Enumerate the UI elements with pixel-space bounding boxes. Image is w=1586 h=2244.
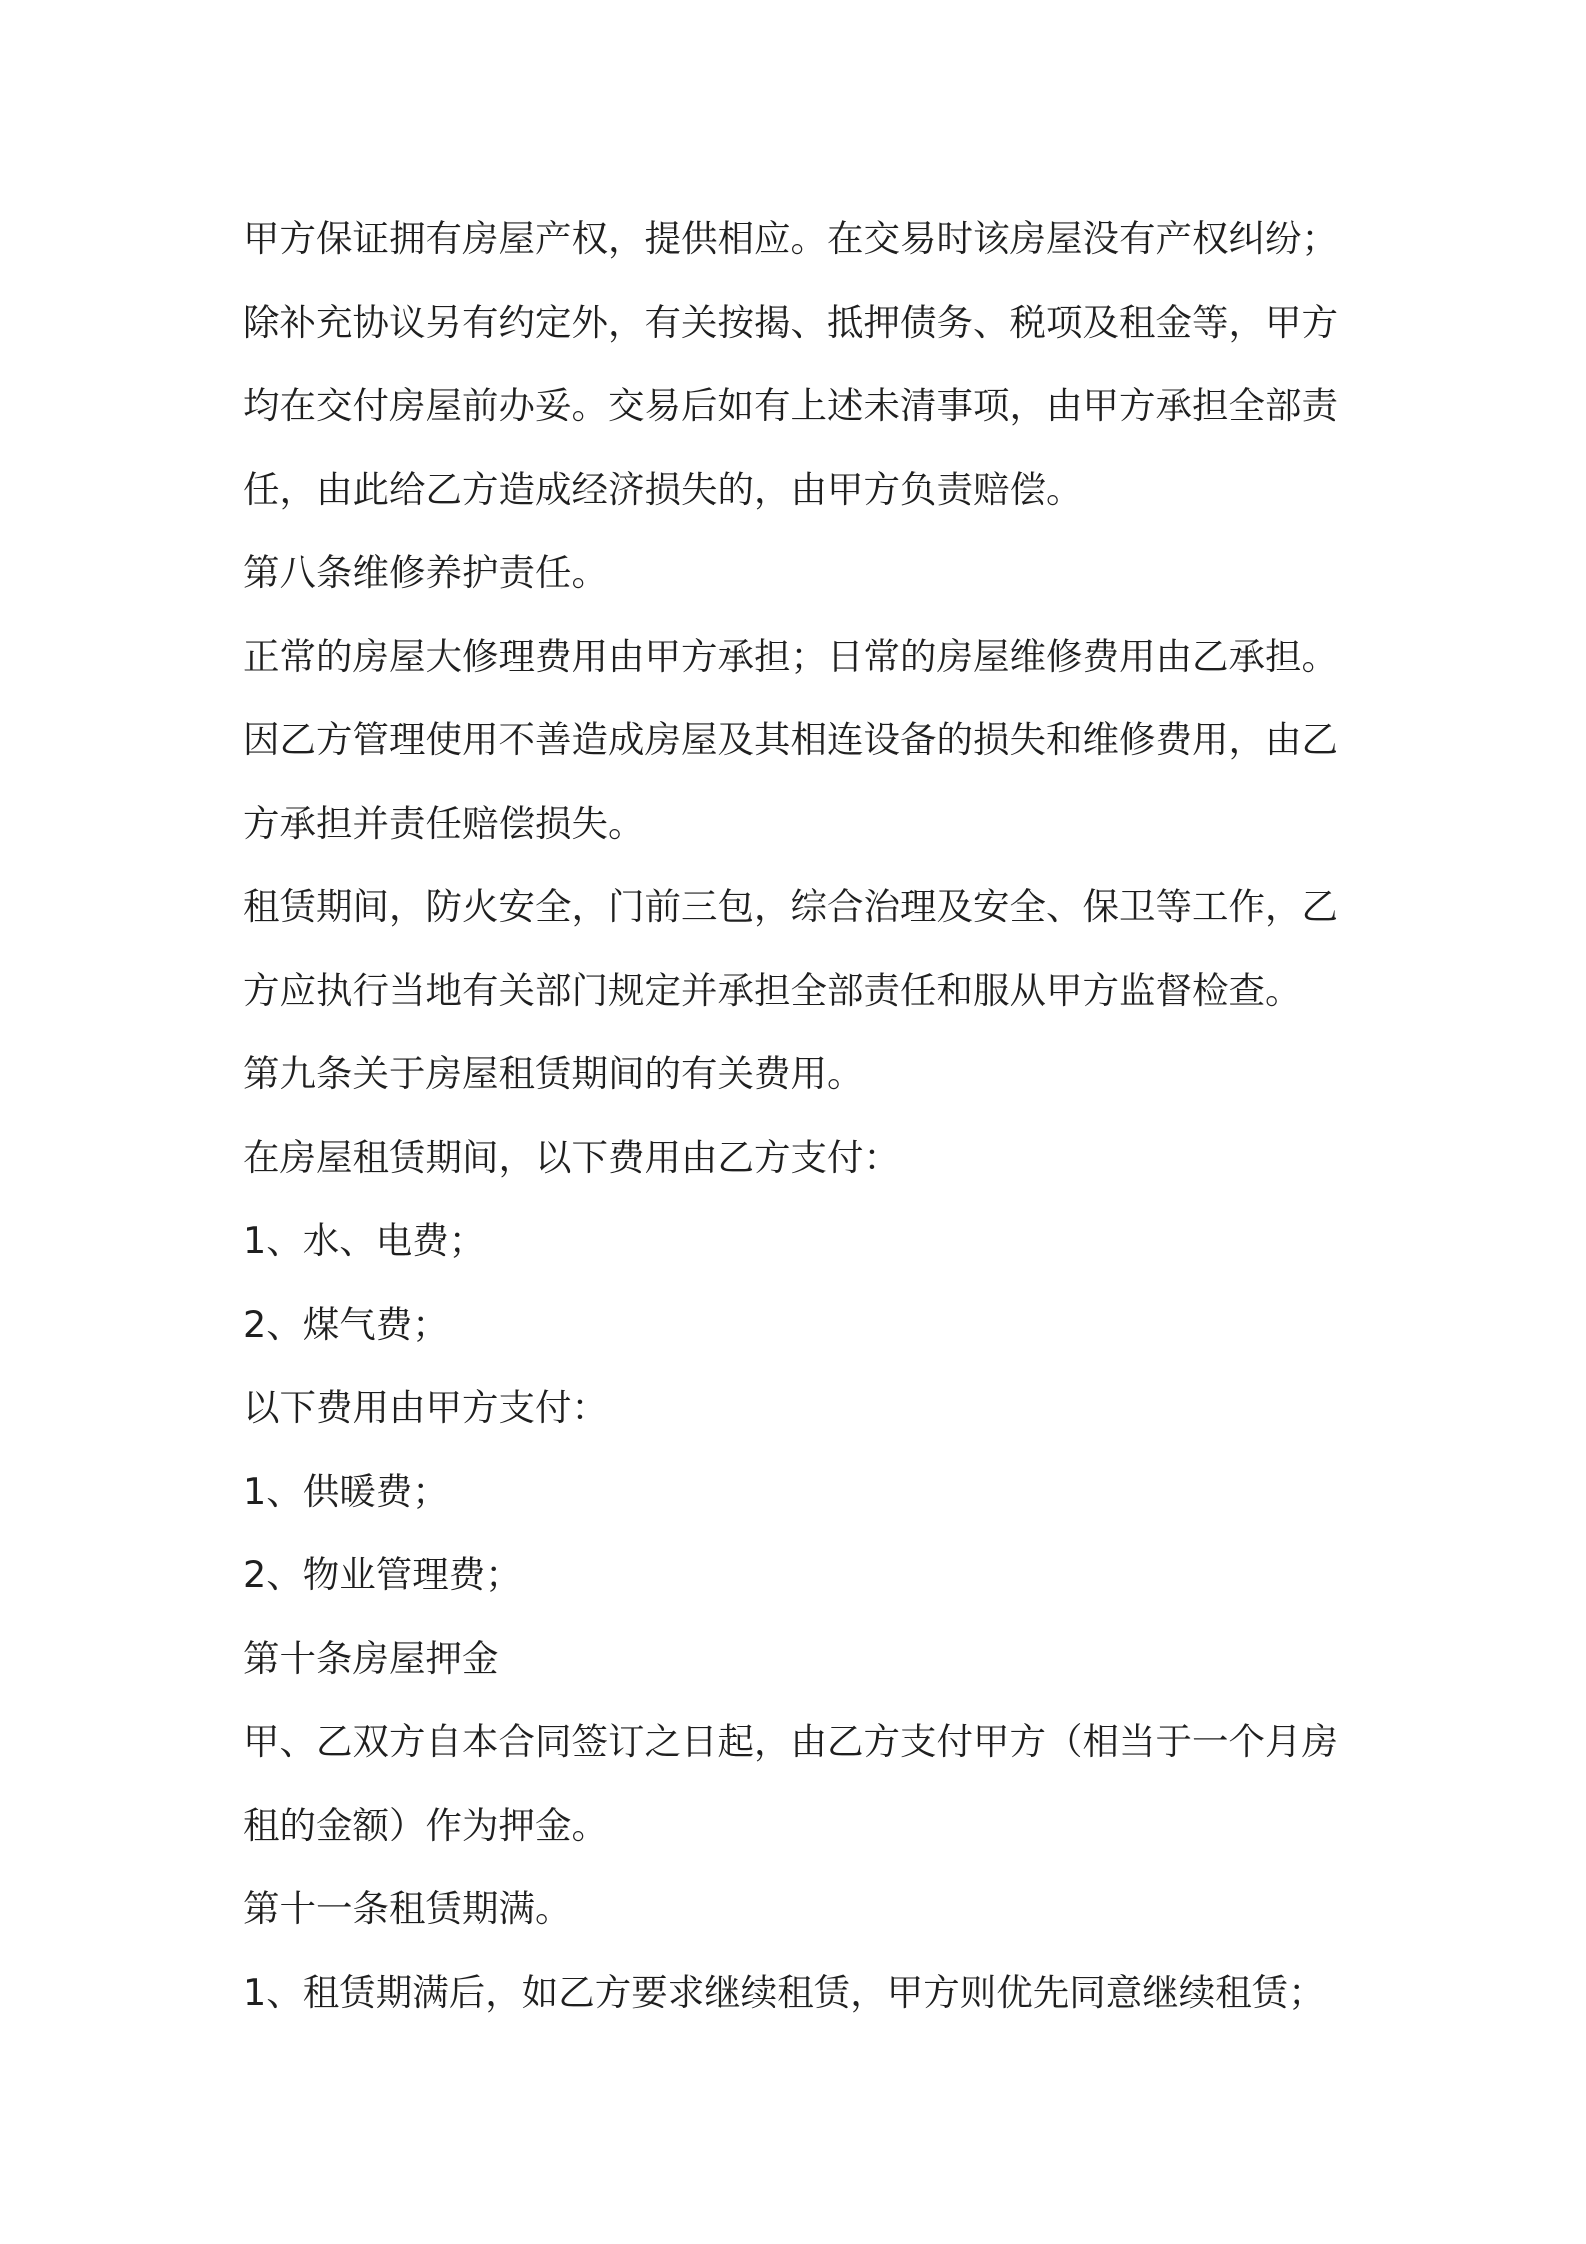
text-line: 租赁期间，防火安全，门前三包，综合治理及安全、保卫等工作，乙: [243, 885, 1338, 928]
text-line: 以下费用由甲方支付：: [243, 1386, 608, 1429]
article-heading: 第十一条租赁期满。: [243, 1887, 572, 1930]
article-heading: 第十条房屋押金: [243, 1636, 499, 1680]
list-item: 1、水、电费；: [243, 1219, 486, 1262]
list-item: 2、物业管理费；: [243, 1553, 522, 1596]
article-heading: 第九条关于房屋租赁期间的有关费用。: [243, 1052, 864, 1095]
text-line: 方承担并责任赔偿损失。: [243, 801, 645, 845]
article-heading: 第八条维修养护责任。: [243, 551, 608, 594]
text-line: 正常的房屋大修理费用由甲方承担；日常的房屋维修费用由乙承担。: [243, 634, 1338, 678]
text-line: 租的金额）作为押金。: [243, 1803, 608, 1847]
text-line: 均在交付房屋前办妥。交易后如有上述未清事项，由甲方承担全部责: [243, 384, 1338, 427]
list-item: 1、租赁期满后，如乙方要求继续租赁，甲方则优先同意继续租赁；: [243, 1970, 1325, 2014]
contract-text: [243, 197, 1363, 2034]
text-line: 在房屋租赁期间，以下费用由乙方支付：: [243, 1135, 900, 1179]
text-line: 因乙方管理使用不善造成房屋及其相连设备的损失和维修费用，由乙: [243, 718, 1338, 761]
text-line: 除补充协议另有约定外，有关按揭、抵押债务、税项及租金等，甲方: [243, 300, 1338, 344]
text-line: 任，由此给乙方造成经济损失的，由甲方负责赔偿。: [243, 467, 1083, 511]
text-line: 甲方保证拥有房屋产权，提供相应。在交易时该房屋没有产权纠纷；: [243, 217, 1338, 260]
text-line: 方应执行当地有关部门规定并承担全部责任和服从甲方监督检查。: [243, 968, 1302, 1012]
list-item: 2、煤气费；: [243, 1302, 449, 1346]
list-item: 1、供暖费；: [243, 1469, 449, 1513]
text-line: 甲、乙双方自本合同签订之日起，由乙方支付甲方（相当于一个月房: [243, 1720, 1338, 1763]
